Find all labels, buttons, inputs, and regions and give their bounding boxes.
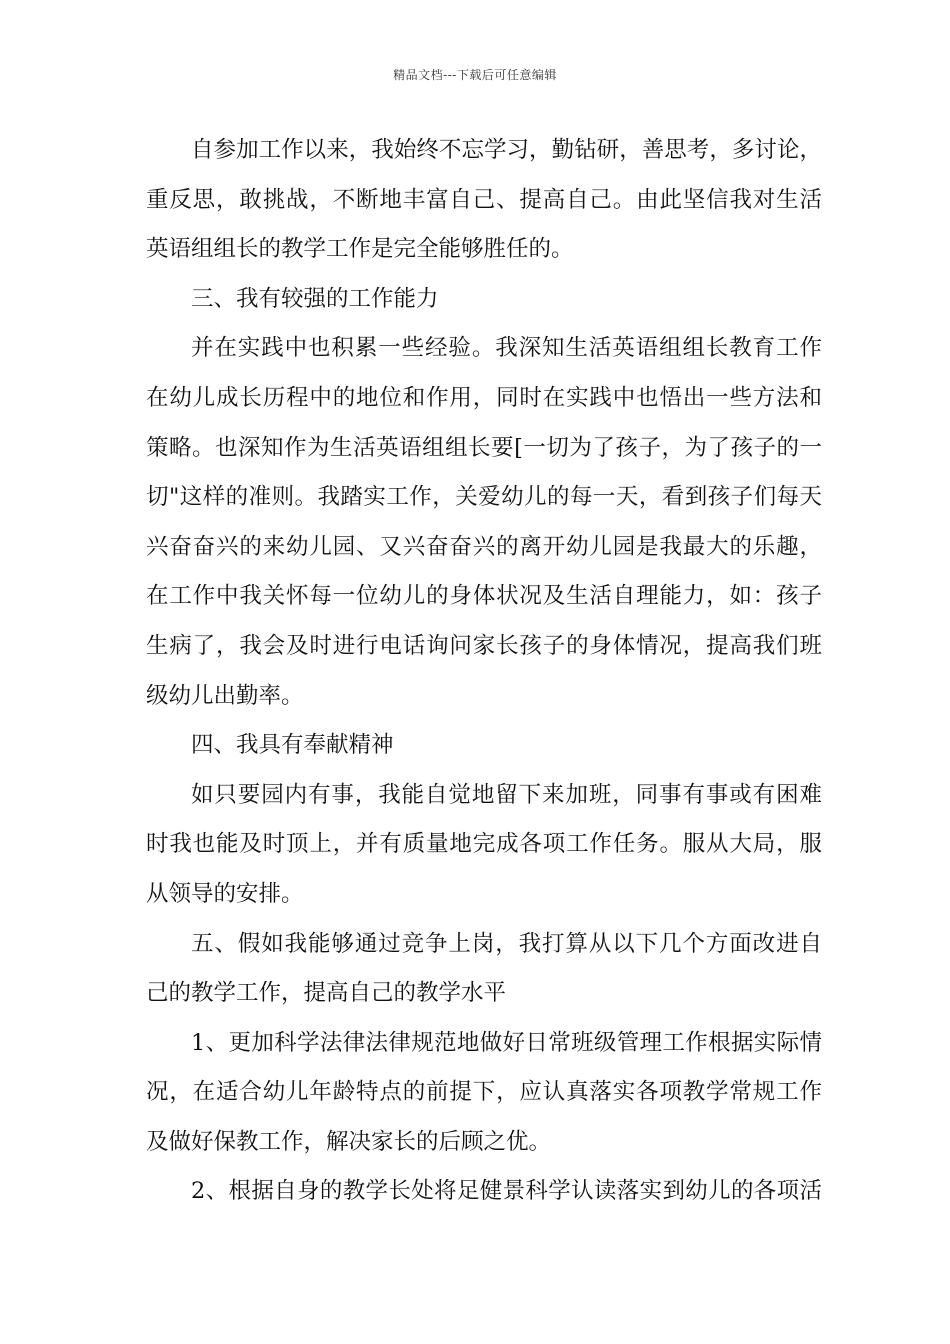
- paragraph-line: 切"这样的准则。我踏实工作，关爱幼儿的每一天，看到孩子们每天: [146, 484, 822, 511]
- paragraph-line: 自参加工作以来，我始终不忘学习，勤钻研，善思考，多讨论，: [191, 137, 822, 163]
- paragraph-line: 兴奋奋兴的来幼儿园、又兴奋奋兴的离开幼儿园是我最大的乐趣，: [146, 533, 822, 560]
- section-heading: 五、假如我能够通过竞争上岗，我打算从以下几个方面改进自: [191, 930, 822, 957]
- section-heading: 三、我有较强的工作能力: [191, 285, 439, 312]
- list-item-line: 1、更加科学法律法律规范地做好日常班级管理工作根据实际情: [191, 1029, 822, 1056]
- paragraph-line: 及做好保教工作，解决家长的后顾之优。: [146, 1128, 552, 1155]
- paragraph-line: 况，在适合幼儿年龄特点的前提下，应认真落实各项教学常规工作: [146, 1079, 822, 1106]
- paragraph-line: 在工作中我关怀每一位幼儿的身体状况及生活自理能力，如：孩子: [146, 583, 822, 610]
- paragraph-line: 级幼儿出勤率。: [146, 682, 304, 709]
- document-body: [146, 126, 822, 1217]
- section-heading: 四、我具有奉献精神: [191, 732, 394, 759]
- paragraph-line: 时我也能及时顶上，并有质量地完成各项工作任务。服从大局，服: [146, 831, 822, 858]
- paragraph-line: 生病了，我会及时进行电话询问家长孩子的身体情况，提高我们班: [146, 632, 822, 659]
- paragraph-line: 在幼儿成长历程中的地位和作用，同时在实践中也悟出一些方法和: [146, 384, 822, 411]
- paragraph-line: 策略。也深知作为生活英语组组长要[一切为了孩子，为了孩子的一: [146, 434, 822, 461]
- paragraph-line: 重反思，敢挑战，不断地丰富自己、提高自己。由此坚信我对生活: [146, 186, 822, 213]
- page-header: 精品文档---下载后可任意编辑: [393, 68, 557, 82]
- list-item-line: 2、根据自身的教学长处将足健景科学认读落实到幼儿的各项活: [191, 1178, 822, 1205]
- paragraph-line: 英语组组长的教学工作是完全能够胜任的。: [146, 236, 574, 263]
- paragraph-line: 从领导的安排。: [146, 880, 304, 907]
- paragraph-line: 如只要园内有事，我能自觉地留下来加班，同事有事或有困难: [191, 781, 822, 808]
- paragraph-line: 己的教学工作，提高自己的教学水平: [146, 980, 507, 1007]
- paragraph-line: 并在实践中也积累一些经验。我深知生活英语组组长教育工作: [191, 335, 822, 362]
